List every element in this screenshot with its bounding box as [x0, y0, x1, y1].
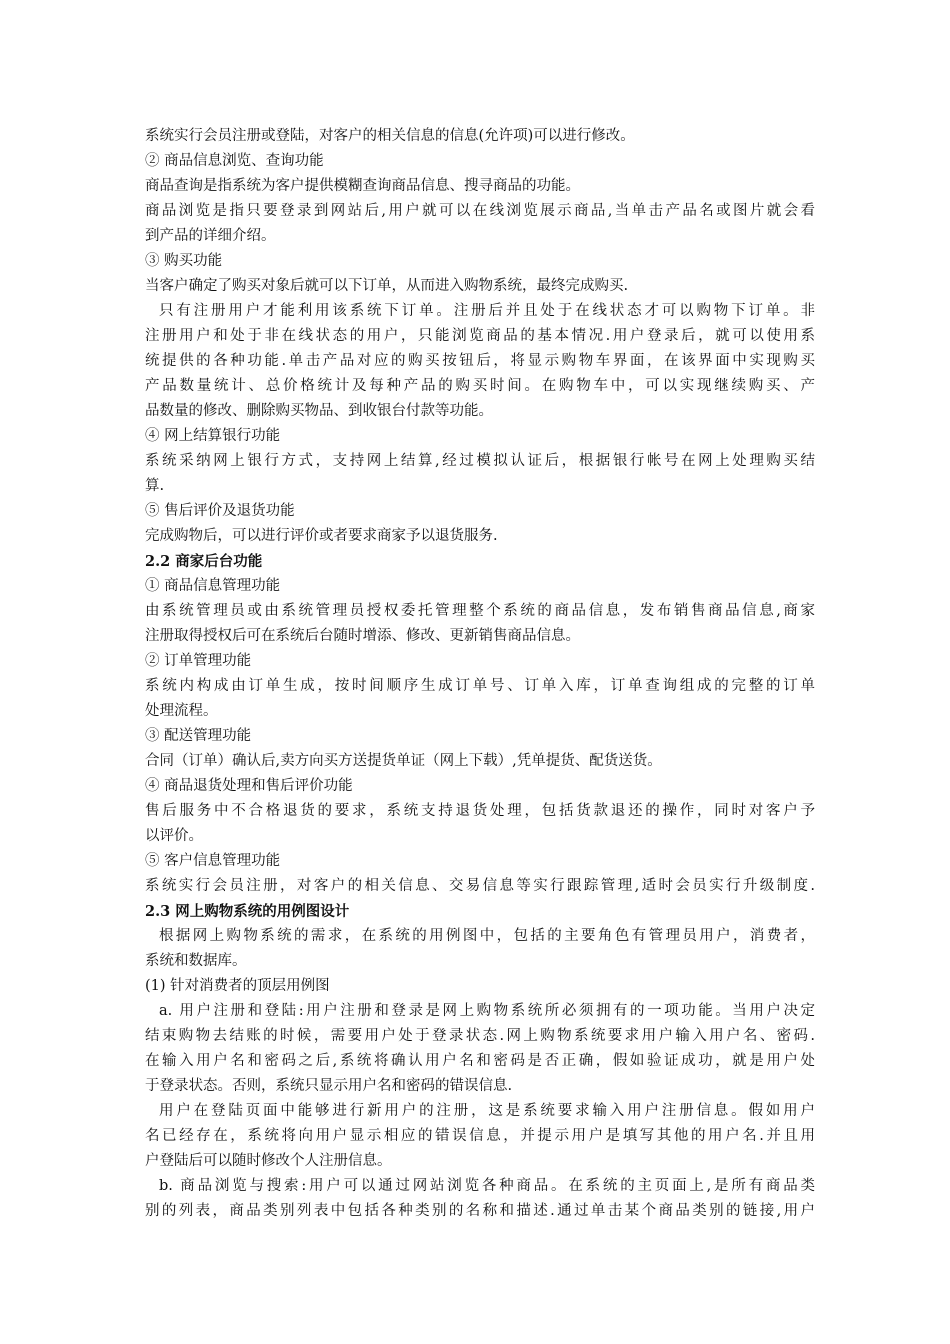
paragraph-line: 合同（订单）确认后,卖方向买方送提货单证（网上下载）,凭单提货、配货送货。	[145, 753, 662, 769]
paragraph-line: 商品查询是指系统为客户提供模糊查询商品信息、搜寻商品的功能。	[145, 178, 580, 194]
paragraph-line: 根据网上购物系统的需求，在系统的用例图中，包括的主要角色有管理员用户，消费者，	[159, 928, 815, 944]
paragraph-line: 于登录状态。否则，系统只显示用户名和密码的错误信息.	[145, 1078, 513, 1094]
paragraph-line: 由系统管理员或由系统管理员授权委托管理整个系统的商品信息，发布销售商品信息,商家	[145, 603, 815, 619]
paragraph-line: 系统采纳网上银行方式，支持网上结算,经过模拟认证后，根据银行帐号在网上处理购买结	[145, 453, 815, 469]
paragraph-line: b. 商品浏览与搜索:用户可以通过网站浏览各种商品。在系统的主页面上,是所有商品类	[159, 1178, 815, 1194]
paragraph-line: 用户在登陆页面中能够进行新用户的注册，这是系统要求输入用户注册信息。假如用户	[159, 1103, 815, 1119]
list-item-title: ① 商品信息管理功能	[145, 578, 281, 594]
paragraph-line: 只有注册用户才能利用该系统下订单。注册后并且处于在线状态才可以购物下订单。非	[159, 303, 815, 319]
section-heading: 2.3 网上购物系统的用例图设计	[145, 903, 350, 920]
list-item-title: ③ 配送管理功能	[145, 728, 252, 744]
section-heading: 2.2 商家后台功能	[145, 553, 263, 570]
paragraph-line: 别的列表，商品类别列表中包括各种类别的名称和描述.通过单击某个商品类别的链接,用户	[145, 1203, 815, 1219]
paragraph-line: 到产品的详细介绍。	[145, 228, 276, 244]
paragraph-line: a. 用户注册和登陆:用户注册和登录是网上购物系统所必须拥有的一项功能。当用户决定	[159, 1003, 815, 1019]
paragraph-line: 售后服务中不合格退货的要求，系统支持退货处理，包括货款退还的操作，同时对客户予	[145, 803, 815, 819]
list-item-title: ⑤ 售后评价及退货功能	[145, 503, 295, 519]
paragraph-line: 算.	[145, 478, 165, 494]
list-item-title: ④ 网上结算银行功能	[145, 428, 281, 444]
list-item-title: ② 商品信息浏览、查询功能	[145, 153, 324, 169]
paragraph-line: 系统内构成由订单生成，按时间顺序生成订单号、订单入库，订单查询组成的完整的订单	[145, 678, 815, 694]
paragraph-line: 结束购物去结账的时候，需要用户处于登录状态.网上购物系统要求用户输入用户名、密码.	[145, 1028, 815, 1044]
list-item-title: ② 订单管理功能	[145, 653, 252, 669]
paragraph-line: 注册用户和处于非在线状态的用户，只能浏览商品的基本情况.用户登录后，就可以使用系	[145, 328, 815, 344]
list-item-title: ③ 购买功能	[145, 253, 223, 269]
paragraph-line: 商品浏览是指只要登录到网站后,用户就可以在线浏览展示商品,当单击产品名或图片就会看	[145, 203, 815, 219]
document-page	[145, 124, 815, 1224]
paragraph-line: 品数量的修改、删除购买物品、到收银台付款等功能。	[145, 403, 493, 419]
paragraph-line: 注册取得授权后可在系统后台随时增添、修改、更新销售商品信息。	[145, 628, 580, 644]
paragraph-line: 统提供的各种功能.单击产品对应的购买按钮后，将显示购物车界面，在该界面中实现购买	[145, 353, 815, 369]
paragraph-line: 系统实行会员注册，对客户的相关信息、交易信息等实行跟踪管理,适时会员实行升级制度.	[145, 878, 815, 894]
paragraph-line: 系统实行会员注册或登陆，对客户的相关信息的信息(允许项)可以进行修改。	[145, 128, 635, 144]
list-item-title: ⑤ 客户信息管理功能	[145, 853, 281, 869]
paragraph-line: 户登陆后可以随时修改个人注册信息。	[145, 1153, 392, 1169]
paragraph-line: 以评价。	[145, 828, 203, 844]
paragraph-line: 产品数量统计、总价格统计及每种产品的购买时间。在购物车中，可以实现继续购买、产	[145, 378, 815, 394]
paragraph-line: 完成购物后，可以进行评价或者要求商家予以退货服务.	[145, 528, 498, 544]
paragraph-line: 系统和数据库。	[145, 953, 247, 969]
paragraph-line: 处理流程。	[145, 703, 218, 719]
list-item-title: (1) 针对消费者的顶层用例图	[145, 978, 330, 994]
paragraph-line: 在输入用户名和密码之后,系统将确认用户名和密码是否正确，假如验证成功，就是用户处	[145, 1053, 815, 1069]
paragraph-line: 名已经存在，系统将向用户显示相应的错误信息，并提示用户是填写其他的用户名.并且用	[145, 1128, 815, 1144]
paragraph-line: 当客户确定了购买对象后就可以下订单，从而进入购物系统，最终完成购买.	[145, 278, 629, 294]
list-item-title: ④ 商品退货处理和售后评价功能	[145, 778, 353, 794]
